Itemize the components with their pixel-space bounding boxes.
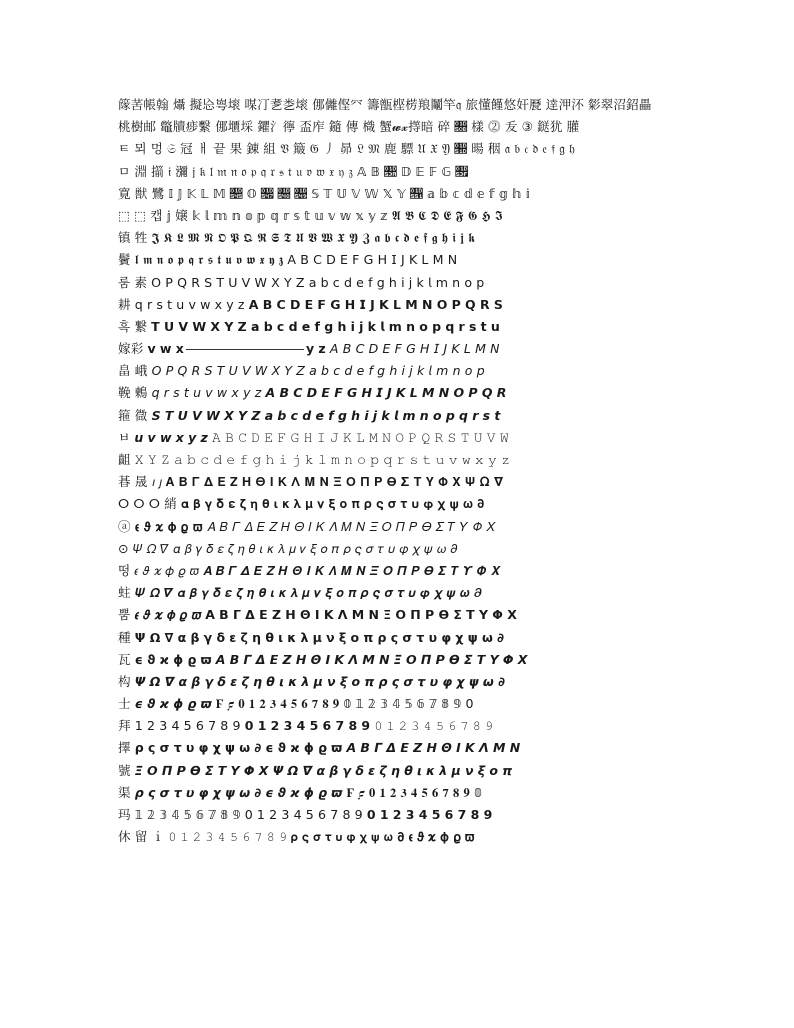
text-line: 䉌䒷帳翰 㸎 擬㤀㟧㙥 㖼㓅㐗㐘㙥 㑚㒧㑠㓁 籌甑㭴㭶羪鬮竿𝔮 旅懂饉悠奸㽁 逹㳌㳅 㣓翠沼鉊畾 [118,97,652,112]
text-line: 擇 𝞀 𝞁 𝞂 𝞃 𝞄 𝞅 𝞆 𝞇 𝞈 𝞉 𝞊 𝞋 𝞌 𝞍 𝞎 𝞏 𝞐 𝞑 𝞒 𝞓 𝞔 𝞕 𝞖 𝞗 𝞘 𝞙 𝞚 𝞛 𝞜 [118,740,521,756]
text-line: 齟 𝚇 𝚈 𝚉 𝚊 𝚋 𝚌 𝚍 𝚎 𝚏 𝚐 𝚑 𝚒 𝚓 𝚔 𝚕 𝚖 𝚗 𝚘 𝚙 𝚚 𝚛 𝚜 𝚝 𝚞 𝚟 𝚠 𝚡 𝚢 𝚣 [118,452,511,467]
text-line: ⊙ 𝛹 𝛺 𝛻 𝛼 𝛽 𝛾 𝛿 𝜀 𝜁 𝜂 𝜃 𝜄 𝜅 𝜆 𝜇 𝜈 𝜉 𝜊 𝜋 𝜌 𝜍 𝜎 𝜏 𝜐 𝜑 𝜒 𝜓 𝜔 𝜕 [118,540,458,556]
text-line: 鞔 鶫 𝘲 𝘳 𝘴 𝘵 𝘶 𝘷 𝘸 𝘹 𝘺 𝘻 𝘼 𝘽 𝘾 𝘿 𝙀 𝙁 𝙂 𝙃 𝙄 𝙅 𝙆 𝙇 𝙈 𝙉 𝙊 𝙋 𝙌 𝙍 [118,385,507,401]
text-line: ⓐ 𝛜 𝛝 𝛞 𝛟 𝛠 𝛡 𝛢 𝛣 𝛤 𝛥 𝛦 𝛧 𝛨 𝛩 𝛪 𝛫 𝛬 𝛭 𝛮 𝛯 𝛰 𝛱 𝛲 𝛳 𝛴 𝛵 𝛶 𝛷 𝛸 [118,518,496,534]
body-text [118,94,678,848]
text-line: 鬢 𝖑 𝖒 𝖓 𝖔 𝖕 𝖖 𝖗 𝖘 𝖙 𝖚 𝖛 𝖜 𝖝 𝖞 𝖟 𝖠 𝖡 𝖢 𝖣 𝖤 𝖥 𝖦 𝖧 𝖨 𝖩 𝖪 𝖫 𝖬 𝖭 [118,252,458,268]
text-line: 休 留 ｉ 𝟶 𝟷 𝟸 𝟹 𝟺 𝟻 𝟼 𝟽 𝟾 𝟿 𝞀 𝞁 𝞂 𝞃 𝞄 𝞅 𝞆 𝞇 𝞈 𝞉 𝞊 𝞋 𝞌 𝞍 𝞎 𝞏 [118,829,475,845]
text-line: ⬚ ⬚ 캡 𝕛 嬢 𝕜 𝕝 𝕞 𝕟 𝕠 𝕡 𝕢 𝕣 𝕤 𝕥 𝕦 𝕧 𝕨 𝕩 𝕪 𝕫 𝕬 𝕭 𝕮 𝕯 𝕰 𝕱 𝕲 𝕳 𝕴 [118,207,503,223]
text-line: 玛 𝟙 𝟚 𝟛 𝟜 𝟝 𝟞 𝟟 𝟠 𝟡 𝟢 𝟣 𝟤 𝟥 𝟦 𝟧 𝟨 𝟩 𝟪 𝟫 𝟬 𝟭 𝟮 𝟯 𝟰 𝟱 𝟲 𝟳 𝟴 𝟵 [118,807,493,822]
text-line: 桃樹邮 鼈牘㾟繫 㑚㙺埰 鑺氵㣷 盃㡸 䥦 傳 樴 蟹𝔀𝔁㩐暗 碎 𝔋 樣 ⓶ 叐 ③ 鎹犹 䑏 [118,119,580,135]
text-line: ㅂ 𝙪 𝙫 𝙬 𝙭 𝙮 𝙯 𝙰 𝙱 𝙲 𝙳 𝙴 𝙵 𝙶 𝙷 𝙸 𝙹 𝙺 𝙻 𝙼 𝙽 𝙾 𝙿 𝚀 𝚁 𝚂 𝚃 𝚄 𝚅 𝚆 [118,429,509,445]
text-line: 镇 牲 𝕵 𝕶 𝕷 𝕸 𝕹 𝕺 𝕻 𝕼 𝕽 𝕾 𝕿 𝖀 𝖁 𝖂 𝖃 𝖄 𝖅 𝖆 𝖇 𝖈 𝖉 𝖊 𝖋 𝖌 𝖍 𝖎 𝖏 𝖐 [118,230,476,246]
horizontal-rule [186,349,304,350]
text-line: 畠 峨 𝘖 𝘗 𝘘 𝘙 𝘚 𝘛 𝘜 𝘝 𝘞 𝘟 𝘠 𝘡 𝘢 𝘣 𝘤 𝘥 𝘦 𝘧 𝘨 𝘩 𝘪 𝘫 𝘬 𝘭 𝘮 𝘯 𝘰 𝘱 [118,363,485,379]
text-line: 號 𝞝 𝞞 𝞟 𝞠 𝞡 𝞢 𝞣 𝞤 𝞥 𝞦 𝞧 𝞨 𝞩 𝞪 𝞫 𝞬 𝞭 𝞮 𝞯 𝞰 𝞱 𝞲 𝞳 𝞴 𝞵 𝞶 𝞷 𝞸 𝞹 [118,762,513,778]
text-line: 뿜 𝝐 𝝑 𝝒 𝝓 𝝔 𝝕 𝝖 𝝗 𝝘 𝝙 𝝚 𝝛 𝝜 𝝝 𝝞 𝝟 𝝠 𝝡 𝝢 𝝣 𝝤 𝝥 𝝦 𝝧 𝝨 𝝩 𝝪 𝝫 𝝬 [118,607,518,623]
text-line: 흑 繋 𝗧 𝗨 𝗩 𝗪 𝗫 𝗬 𝗭 𝗮 𝗯 𝗰 𝗱 𝗲 𝗳 𝗴 𝗵 𝗶 𝗷 𝗸 𝗹 𝗺 𝗻 𝗼 𝗽 𝗾 𝗿 𝘀 𝘁 𝘂 [118,318,500,334]
text-line: 寛 獣 鷺 𝕀 𝕁 𝕂 𝕃 𝕄 𝕅 𝕆 𝕇 𝕈 𝕉 𝕊 𝕋 𝕌 𝕍 𝕎 𝕏 𝕐 𝕑 𝕒 𝕓 𝕔 𝕕 𝕖 𝕗 𝕘 𝕙 𝕚 [118,185,530,201]
text-line: 构 𝞧 𝞨 𝞩 𝞪 𝞫 𝞬 𝞭 𝞮 𝞯 𝞰 𝞱 𝞲 𝞳 𝞴 𝞵 𝞶 𝞷 𝞸 𝞹 𝞺 𝞻 𝞼 𝞽 𝞾 𝞿 𝟀 𝟁 𝟂 𝟃 [118,673,506,689]
text-line: 箍 㣲 𝙎 𝙏 𝙐 𝙑 𝙒 𝙓 𝙔 𝙕 𝙖 𝙗 𝙘 𝙙 𝙚 𝙛 𝙜 𝙝 𝙞 𝙟 𝙠 𝙡 𝙢 𝙣 𝙤 𝙥 𝙦 𝙧 𝙨 𝙩 [118,407,501,423]
text-line: 蛀 𝜳 𝜴 𝜵 𝜶 𝜷 𝜸 𝜹 𝜺 𝜻 𝜼 𝜽 𝜾 𝜿 𝝀 𝝁 𝝂 𝝃 𝝄 𝝅 𝝆 𝝇 𝝈 𝝉 𝝊 𝝋 𝝌 𝝍 𝝎 𝝏 [118,585,482,601]
text-line: 士 𝟄 𝟅 𝟆 𝟇 𝟈 𝟉 𝟊 𝟋 𝟎 𝟏 𝟐 𝟑 𝟒 𝟓 𝟔 𝟕 𝟖 𝟗 𝟘 𝟙 𝟚 𝟛 𝟜 𝟝 𝟞 𝟟 𝟠 𝟡 𝟢 [118,696,474,712]
text-line-with-rule [118,338,678,360]
rule-line-suffix: 𝘆 𝘇 𝘈 𝘉 𝘊 𝘋 𝘌 𝘍 𝘎 𝘏 𝘐 𝘑 𝘒 𝘓 𝘔 𝘕 [305,341,500,357]
text-line: 룸 素 𝖮 𝖯 𝖰 𝖱 𝖲 𝖳 𝖴 𝖵 𝖶 𝖷 𝖸 𝖹 𝖺 𝖻 𝖼 𝖽 𝖾 𝖿 𝗀 𝗁 𝗂 𝗃 𝗄 𝗅 𝗆 𝗇 𝗈 𝗉 [118,274,485,290]
text-line: 耕 𝗊 𝗋 𝗌 𝗍 𝗎 𝗏 𝗐 𝗑 𝗒 𝗓 𝗔 𝗕 𝗖 𝗗 𝗘 𝗙 𝗚 𝗛 𝗜 𝗝 𝗞 𝗟 𝗠 𝗡 𝗢 𝗣 𝗤 𝗥 𝗦 [118,296,504,312]
text-line: 떵 𝜖 𝜗 𝜘 𝜙 𝜚 𝜛 𝜜 𝜝 𝜞 𝜟 𝜠 𝜡 𝜢 𝜣 𝜤 𝜥 𝜦 𝜧 𝜨 𝜩 𝜪 𝜫 𝜬 𝜭 𝜮 𝜯 𝜰 𝜱 𝜲 [118,562,501,578]
text-line: ⵔ ⵔ ⵔ 綃 𝛂 𝛃 𝛄 𝛅 𝛆 𝛇 𝛈 𝛉 𝛊 𝛋 𝛌 𝛍 𝛎 𝛏 𝛐 𝛑 𝛒 𝛓 𝛔 𝛕 𝛖 𝛗 𝛘 𝛙 𝛚 𝛛 [118,496,485,512]
rule-line-prefix: 嫁彩 𝘃 𝘄 𝘅 [118,341,184,357]
text-line: ㅁ 淵 擶 𝔦 瀰 𝔧 𝔨 𝔩 𝔪 𝔫 𝔬 𝔭 𝔮 𝔯 𝔰 𝔱 𝔲 𝔳 𝔴 𝔵 𝔶 𝔷 𝔸 𝔹 𝔺 𝔻 𝔼 𝔽 𝔾 𝔿 [118,163,469,179]
text-line: 拜 𝟣 𝟤 𝟥 𝟦 𝟧 𝟨 𝟩 𝟪 𝟫 𝟬 𝟭 𝟮 𝟯 𝟰 𝟱 𝟲 𝟳 𝟴 𝟵 𝟶 𝟷 𝟸 𝟹 𝟺 𝟻 𝟼 𝟽 𝟾 𝟿 [118,718,494,734]
text-line: 瓦 𝞊 𝞋 𝞌 𝞍 𝞎 𝞏 𝞐 𝞑 𝞒 𝞓 𝞔 𝞕 𝞖 𝞗 𝞘 𝞙 𝞚 𝞛 𝞜 𝞝 𝞞 𝞟 𝞠 𝞡 𝞢 𝞣 𝞤 𝞥 𝞦 [118,651,528,667]
text-line: 渠 𝞺 𝞻 𝞼 𝞽 𝞾 𝞿 𝟀 𝟁 𝟂 𝟃 𝟄 𝟅 𝟆 𝟇 𝟈 𝟉 𝟊 𝟋 𝟎 𝟏 𝟐 𝟑 𝟒 𝟓 𝟔 𝟕 𝟖 𝟗 𝟘 [118,784,483,800]
text-line: 種 𝝭 𝝮 𝝯 𝝰 𝝱 𝝲 𝝳 𝝴 𝝵 𝝶 𝝷 𝝸 𝝹 𝝺 𝝻 𝝼 𝝽 𝝾 𝝿 𝞀 𝞁 𝞂 𝞃 𝞄 𝞅 𝞆 𝞇 𝞈 𝞉 [118,629,505,645]
text-line: 㫷 晟 𝚤 𝚥 𝚨 𝚩 𝚪 𝚫 𝚬 𝚭 𝚮 𝚯 𝚰 𝚱 𝚲 𝚳 𝚴 𝚵 𝚶 𝚷 𝚸 𝚹 𝚺 𝚻 𝚼 𝚽 𝚾 𝚿 𝛀 𝛁 [118,474,504,490]
text-line: ㅌ 뫼 멍 𝔖 冠 ㅐ 끝 果 錬 組 𝔙 簸 𝔊 丿 昴 𝔏 𝔐 鹿 驃 𝔘 𝔛 𝔜 𝔝 暘 秵 𝔞 𝔟 𝔠 𝔡 𝔢 𝔣 𝔤 𝔥 [118,141,575,157]
